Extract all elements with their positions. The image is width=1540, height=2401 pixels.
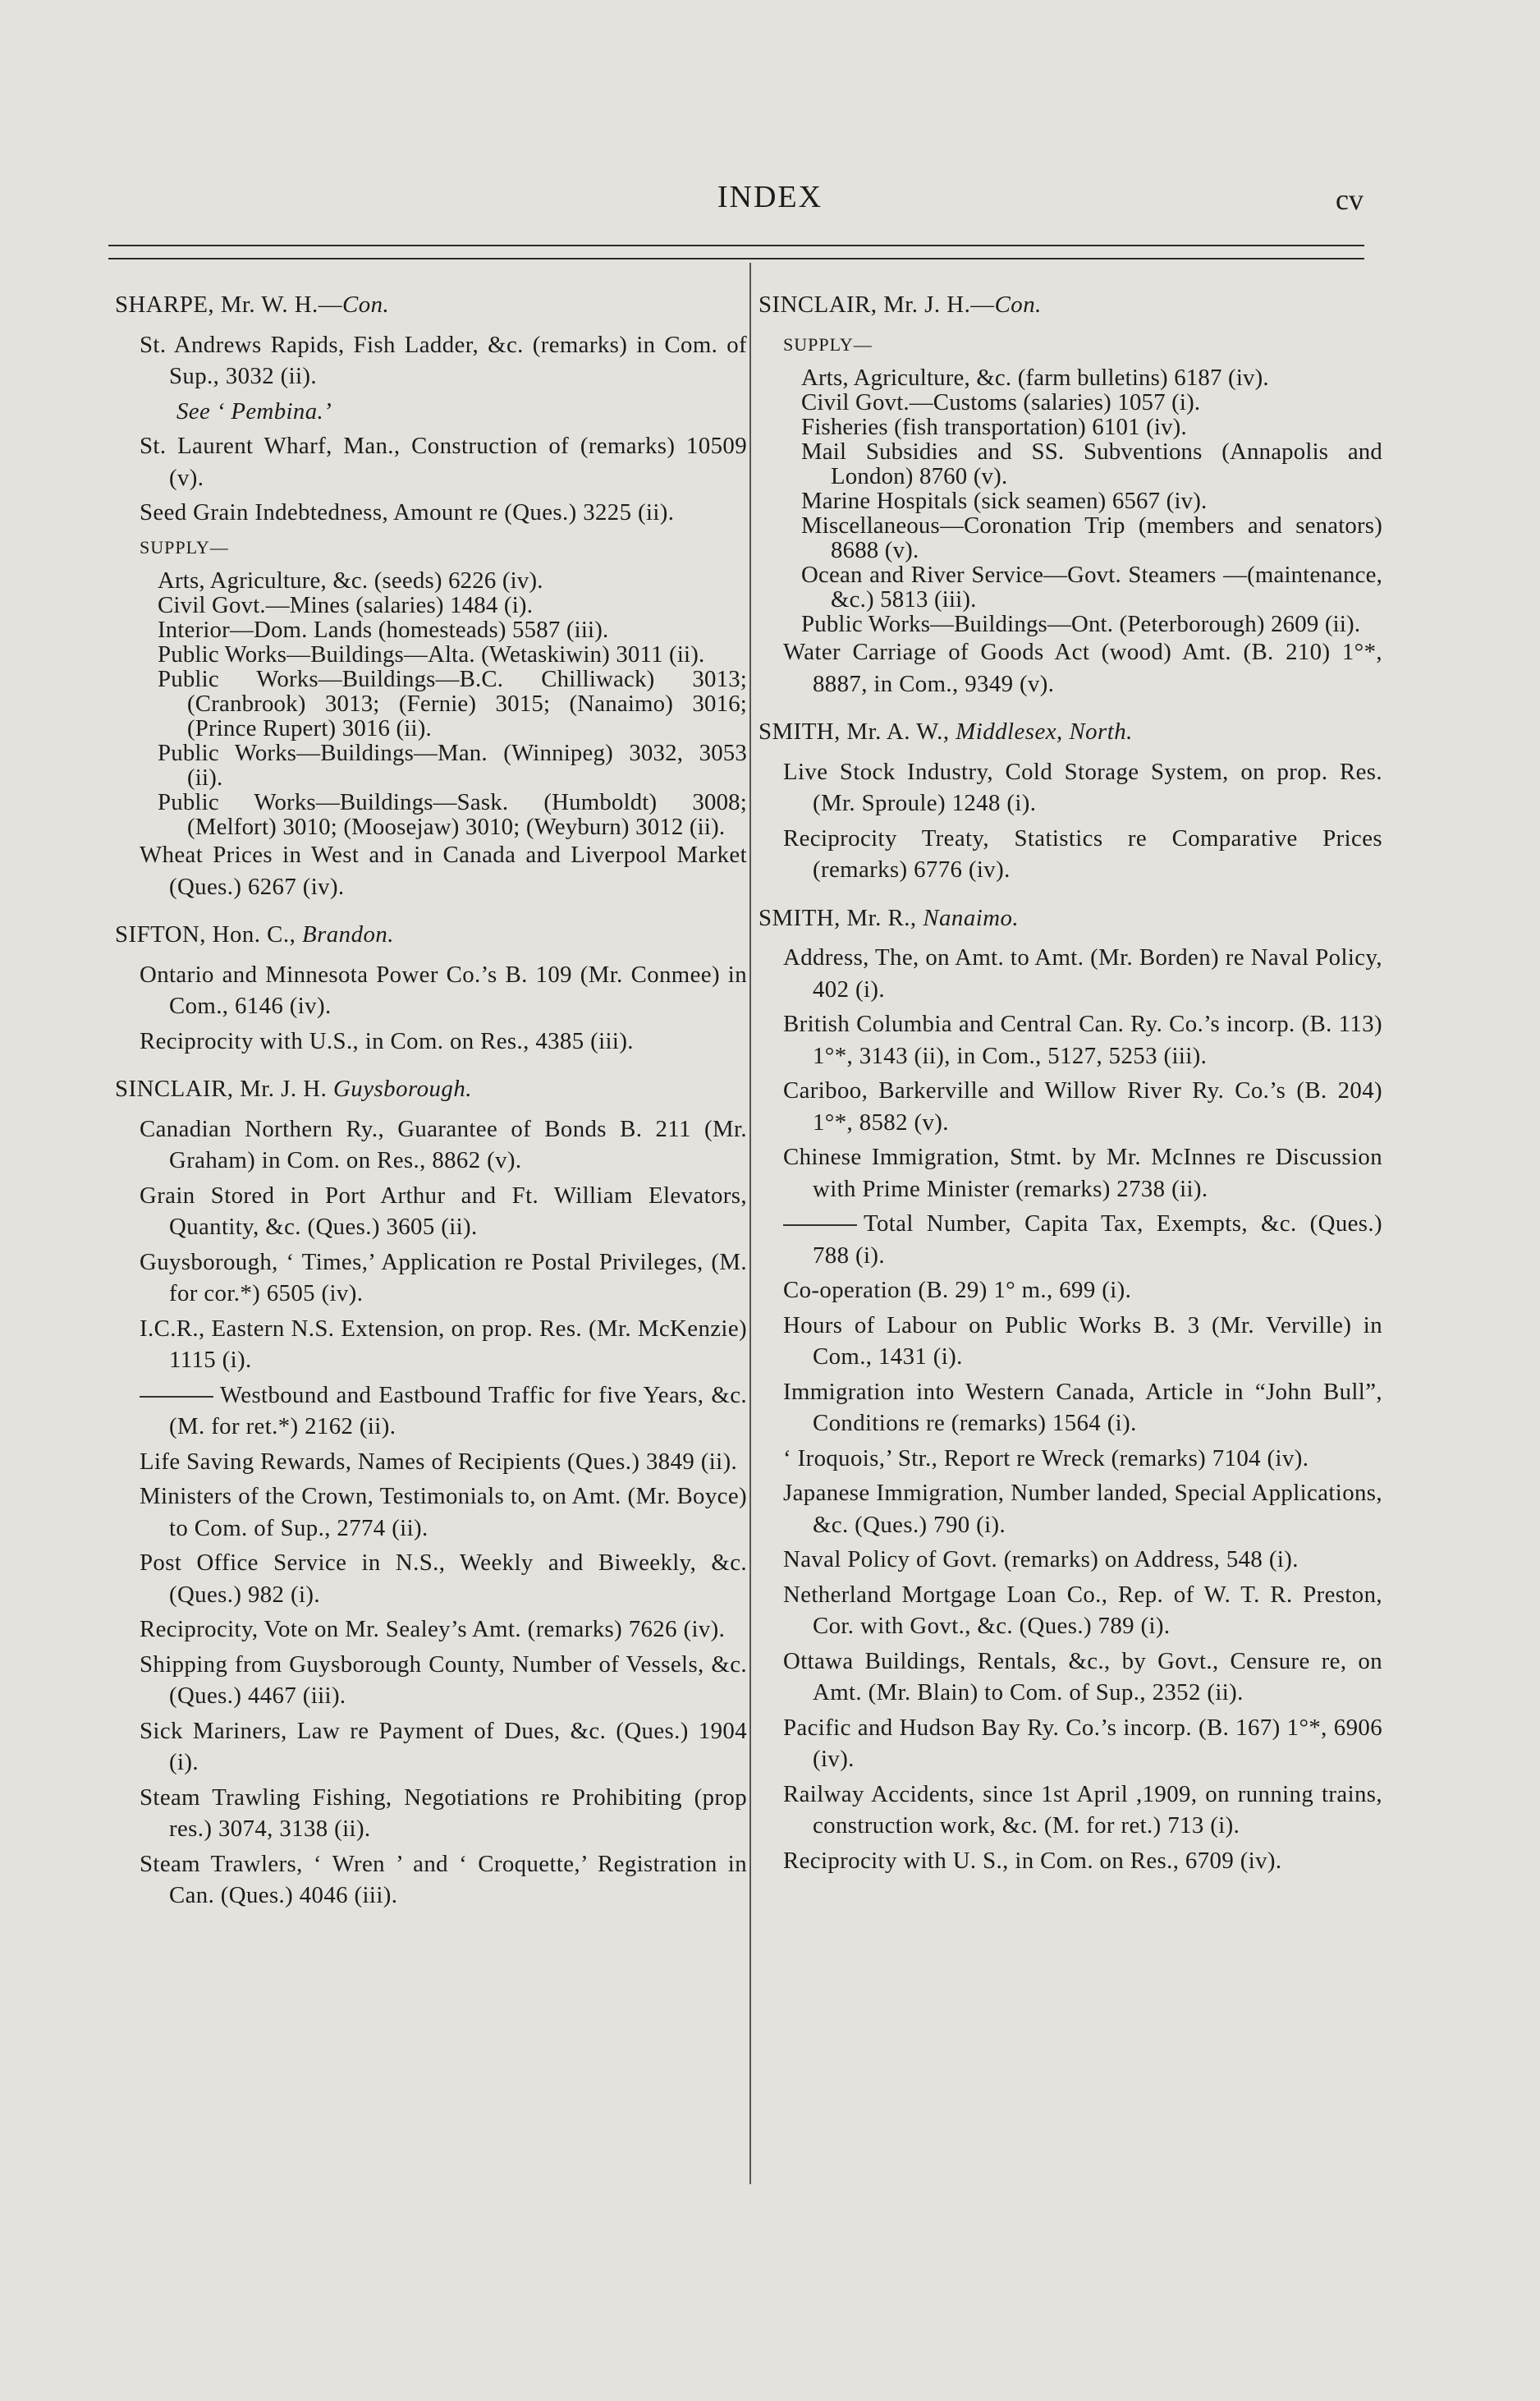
heading-name: SHARPE, Mr. W. H.— — [115, 292, 343, 318]
index-entry: St. Andrews Rapids, Fish Ladder, &c. (remarks) in Com. of Sup., 3032 (ii). — [140, 331, 747, 389]
header-rule-bottom — [108, 258, 1364, 259]
entry-text: Westbound and Eastbound Traffic for five Years, &c. (M. for ret.*) 2162 (ii). — [169, 1381, 747, 1439]
index-entry: Grain Stored in Port Arthur and Ft. William Elevators, Quantity, &c. (Ques.) 3605 (ii). — [140, 1182, 747, 1240]
index-entry: Live Stock Industry, Cold Storage System, on prop. Res. (Mr. Sproule) 1248 (i). — [783, 758, 1382, 816]
index-entry: Japanese Immigration, Number landed, Special Applications, &c. (Ques.) 790 (i). — [783, 1480, 1382, 1538]
index-entry: Canadian Northern Ry., Guarantee of Bonds B. 211 (Mr. Graham) in Com. on Res., 8862 (v). — [140, 1115, 747, 1173]
supply-subheading: SUPPLY— — [140, 536, 229, 558]
index-entry: Naval Policy of Govt. (remarks) on Address, 548 (i). — [783, 1546, 1299, 1572]
heading-name: SINCLAIR, Mr. J. H.— — [759, 292, 995, 318]
heading-constituency: Con. — [342, 292, 390, 318]
heading-name: SIFTON, Hon. C., — [115, 921, 302, 948]
index-entry: Reciprocity, Vote on Mr. Sealey’s Amt. (remarks) 7626 (iv). — [140, 1616, 726, 1642]
supply-entry: Arts, Agriculture, &c. (farm bulletins) 6187 (iv). — [801, 365, 1269, 391]
index-entry: St. Laurent Wharf, Man., Construction of (remarks) 10509 (v). — [140, 433, 747, 491]
supply-entry: Public Works—Buildings—B.C. Chilliwack) 3013; (Cranbrook) 3013; (Fernie) 3015; (Nanaimo) 3016; (Prince Rupert) 3016 (ii). — [158, 666, 747, 741]
index-column-right — [759, 289, 1382, 1880]
index-entry: Chinese Immigration, Stmt. by Mr. McInnes re Discussion with Prime Minister (remarks) 2738 (ii). — [783, 1144, 1382, 1202]
index-heading — [759, 902, 1382, 934]
index-entry: Cariboo, Barkerville and Willow River Ry. Co.’s (B. 204) 1°*, 8582 (v). — [783, 1077, 1382, 1136]
supply-entry: Fisheries (fish transportation) 6101 (iv). — [801, 414, 1187, 440]
see-reference: See ‘ Pembina.’ — [176, 397, 332, 425]
index-heading — [759, 716, 1382, 748]
index-entry: I.C.R., Eastern N.S. Extension, on prop. Res. (Mr. McKenzie) 1115 (i). — [140, 1315, 747, 1373]
index-entry: Life Saving Rewards, Names of Recipients (Ques.) 3849 (ii). — [140, 1448, 738, 1475]
index-entry: Shipping from Guysborough County, Number of Vessels, &c. (Ques.) 4467 (iii). — [140, 1650, 747, 1709]
index-entry-continued — [115, 1380, 747, 1443]
supply-entry: Public Works—Buildings—Alta. (Wetaskiwin) 3011 (ii). — [158, 641, 705, 668]
entry-text: Total Number, Capita Tax, Exempts, &c. (Ques.) 788 (i). — [813, 1210, 1382, 1269]
heading-constituency: Guysborough. — [333, 1076, 472, 1102]
index-heading — [759, 289, 1382, 321]
supply-entry: Public Works—Buildings—Man. (Winnipeg) 3032, 3053 (ii). — [158, 740, 747, 791]
column-divider — [749, 263, 751, 2184]
index-entry: Reciprocity Treaty, Statistics re Comparative Prices (remarks) 6776 (iv). — [783, 824, 1382, 883]
index-entry: ‘ Iroquois,’ Str., Report re Wreck (remarks) 7104 (iv). — [783, 1444, 1309, 1471]
index-entry: Seed Grain Indebtedness, Amount re (Ques.) 3225 (ii). — [140, 499, 675, 526]
heading-constituency: Middlesex, North. — [956, 718, 1133, 745]
index-entry: Co-operation (B. 29) 1° m., 699 (i). — [783, 1277, 1132, 1303]
index-entry: Steam Trawling Fishing, Negotiations re Prohibiting (prop res.) 3074, 3138 (ii). — [140, 1784, 747, 1842]
supply-entry: Arts, Agriculture, &c. (seeds) 6226 (iv). — [158, 567, 543, 594]
heading-constituency: Con. — [994, 292, 1042, 318]
heading-name: SMITH, Mr. R., — [759, 904, 924, 931]
index-heading — [115, 1073, 747, 1105]
index-entry: Post Office Service in N.S., Weekly and Biweekly, &c. (Ques.) 982 (i). — [140, 1549, 747, 1608]
supply-entry: Civil Govt.—Mines (salaries) 1484 (i). — [158, 592, 534, 618]
heading-constituency: Nanaimo. — [923, 904, 1020, 931]
supply-entry: Public Works—Buildings—Ont. (Peterborough) 2609 (ii). — [801, 611, 1361, 637]
index-entry-continued — [759, 1208, 1382, 1271]
index-entry: Ministers of the Crown, Testimonials to, on Amt. (Mr. Boyce) to Com. of Sup., 2774 (ii). — [140, 1483, 747, 1541]
index-entry: Sick Mariners, Law re Payment of Dues, &c. (Ques.) 1904 (i). — [140, 1717, 747, 1775]
index-column-left — [115, 289, 747, 1915]
index-entry: Ottawa Buildings, Rentals, &c., by Govt., Censure re, on Amt. (Mr. Blain) to Com. of Sup., 2352 (ii). — [783, 1647, 1382, 1705]
index-entry: Guysborough, ‘ Times,’ Application re Postal Privileges, (M. for cor.*) 6505 (iv). — [140, 1248, 747, 1306]
heading-constituency: Brandon. — [301, 921, 394, 948]
index-entry: British Columbia and Central Can. Ry. Co.’s incorp. (B. 113) 1°*, 3143 (ii), in Com., 5127, 5253 (iii). — [783, 1011, 1382, 1069]
supply-entry: Marine Hospitals (sick seamen) 6567 (iv). — [801, 488, 1208, 514]
index-heading — [115, 289, 747, 321]
index-entry: Water Carriage of Goods Act (wood) Amt. (B. 210) 1°*, 8887, in Com., 9349 (v). — [783, 639, 1382, 697]
supply-subheading: SUPPLY— — [783, 333, 873, 355]
header-rule-top — [108, 245, 1364, 246]
index-entry: Ontario and Minnesota Power Co.’s B. 109 (Mr. Conmee) in Com., 6146 (iv). — [140, 961, 747, 1019]
heading-name: SINCLAIR, Mr. J. H. — [115, 1076, 333, 1102]
index-entry: Reciprocity with U. S., in Com. on Res., 6709 (iv). — [783, 1847, 1282, 1874]
index-entry: Reciprocity with U.S., in Com. on Res., 4385 (iii). — [140, 1027, 634, 1054]
supply-entry: Civil Govt.—Customs (salaries) 1057 (i). — [801, 389, 1201, 415]
index-entry: Hours of Labour on Public Works B. 3 (Mr. Verville) in Com., 1431 (i). — [783, 1311, 1382, 1370]
index-entry: Immigration into Western Canada, Article in “John Bull”, Conditions re (remarks) 1564 (i). — [783, 1378, 1382, 1436]
index-entry: Steam Trawlers, ‘ Wren ’ and ‘ Croquette,’ Registration in Can. (Ques.) 4046 (iii). — [140, 1850, 747, 1908]
index-entry: Netherland Mortgage Loan Co., Rep. of W. T. R. Preston, Cor. with Govt., &c. (Ques.) 789 (i). — [783, 1581, 1382, 1639]
index-entry: Railway Accidents, since 1st April ,1909, on running trains, construction work, &c. (M. for ret.) 713 (i). — [783, 1780, 1382, 1839]
supply-entry: Mail Subsidies and SS. Subventions (Annapolis and London) 8760 (v). — [801, 438, 1382, 489]
page-title: INDEX — [717, 180, 823, 214]
heading-name: SMITH, Mr. A. W., — [759, 718, 956, 745]
supply-entry: Ocean and River Service—Govt. Steamers —(maintenance, &c.) 5813 (iii). — [801, 562, 1382, 613]
index-entry: Wheat Prices in West and in Canada and Liverpool Market (Ques.) 6267 (iv). — [140, 842, 747, 900]
index-entry: Pacific and Hudson Bay Ry. Co.’s incorp. (B. 167) 1°*, 6906 (iv). — [783, 1714, 1382, 1772]
supply-entry: Interior—Dom. Lands (homesteads) 5587 (iii). — [158, 617, 609, 643]
ditto-dash — [783, 1224, 857, 1226]
ditto-dash — [140, 1396, 213, 1398]
supply-entry: Miscellaneous—Coronation Trip (members and senators) 8688 (v). — [801, 512, 1382, 563]
index-entry: Address, The, on Amt. to Amt. (Mr. Borden) re Naval Policy, 402 (i). — [783, 944, 1382, 1003]
supply-entry: Public Works—Buildings—Sask. (Humboldt) 3008; (Melfort) 3010; (Moosejaw) 3010; (Weyburn) 3012 (ii). — [158, 789, 747, 840]
index-heading — [115, 919, 747, 951]
page-number: cv — [1336, 183, 1364, 216]
